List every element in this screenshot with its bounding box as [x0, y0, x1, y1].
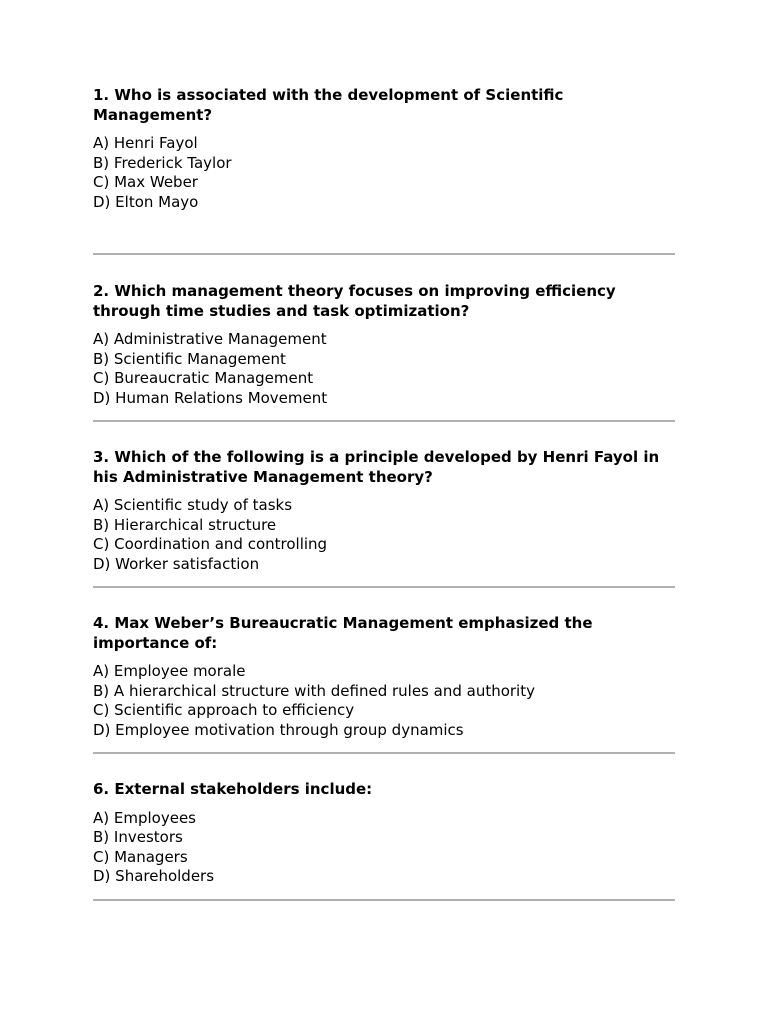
option-b: B) A hierarchical structure with defined rules and authority: [93, 681, 535, 700]
option-c: C) Coordination and controlling: [93, 535, 328, 554]
option-b: B) Investors: [93, 828, 183, 847]
question-6: [93, 780, 675, 887]
question-1: [93, 86, 675, 212]
options-list: [93, 809, 675, 887]
question-3: [93, 448, 675, 574]
option-c: C) Scientific approach to efficiency: [93, 701, 355, 720]
question-text: 3. Which of the following is a principle developed by Henri Fayol in his Administrative Management theory?: [93, 448, 660, 486]
question-text: 6. External stakeholders include:: [93, 780, 373, 798]
divider: [93, 420, 675, 422]
question-text: 2. Which management theory focuses on improving efficiency through time studies and task optimization?: [93, 282, 616, 320]
options-list: [93, 134, 675, 212]
option-d: D) Shareholders: [93, 867, 215, 886]
divider: [93, 899, 675, 901]
option-c: C) Managers: [93, 847, 188, 866]
divider: [93, 586, 675, 588]
options-list: [93, 496, 675, 574]
option-d: D) Worker satisfaction: [93, 554, 260, 573]
option-a: A) Scientific study of tasks: [93, 496, 293, 514]
divider: [93, 752, 675, 754]
question-text: 1. Who is associated with the development of Scientific Management?: [93, 86, 564, 124]
options-list: [93, 330, 675, 408]
option-d: D) Employee motivation through group dynamics: [93, 720, 464, 739]
option-d: D) Human Relations Movement: [93, 388, 328, 407]
option-b: B) Frederick Taylor: [93, 153, 232, 172]
option-a: A) Employees: [93, 808, 196, 827]
option-b: B) Scientific Management: [93, 349, 286, 368]
option-c: C) Bureaucratic Management: [93, 369, 314, 388]
options-list: [93, 662, 675, 740]
question-4: [93, 614, 675, 740]
option-b: B) Hierarchical structure: [93, 515, 277, 534]
option-a: A) Employee morale: [93, 662, 246, 680]
option-d: D) Elton Mayo: [93, 192, 199, 211]
option-c: C) Max Weber: [93, 173, 198, 192]
option-a: A) Administrative Management: [93, 330, 327, 348]
question-text: 4. Max Weber’s Bureaucratic Management emphasized the importance of:: [93, 614, 593, 652]
divider: [93, 253, 675, 255]
question-2: [93, 282, 675, 408]
option-a: A) Henri Fayol: [93, 134, 198, 152]
